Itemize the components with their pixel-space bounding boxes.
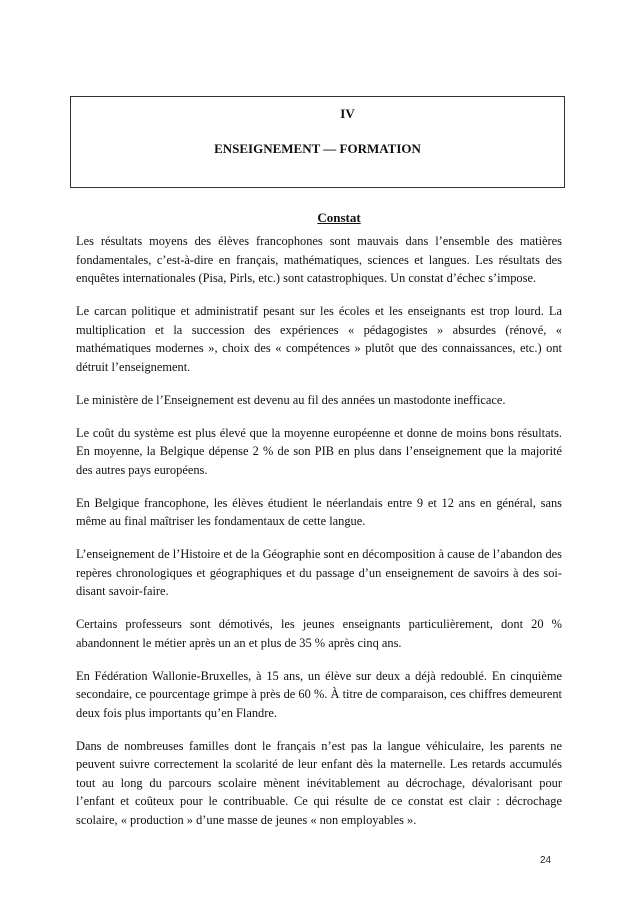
paragraph: En Belgique francophone, les élèves étudient le néerlandais entre 9 et 12 ans en général, sans même au final maîtriser les fondamentaux de cette langue. [76,495,562,528]
paragraph: Dans de nombreuses familles dont le français n’est pas la langue véhiculaire, les parents ne peuvent suivre correctement la scolarité de leur enfant dès la maternelle. Les retards accumulés tout au long du parcours scolaire mènent inévitablement au décrochage, dévalorisant pour l’enfant et coûteux pour le contribuable. Ce qui résulte de ce constat est clair : décrochage scolaire, « production » d’une masse de jeunes « non employables ». [76,738,562,827]
chapter-title: ENSEIGNEMENT — FORMATION [214,141,421,156]
chapter-title-box [70,96,565,188]
paragraph: Le coût du système est plus élevé que la moyenne européenne et donne de moins bons résultats. En moyenne, la Belgique dépense 2 % de son PIB en plus dans l’enseignement que la majorité des autres pays européens. [76,425,562,477]
section-heading: Constat [317,210,361,225]
paragraph: En Fédération Wallonie-Bruxelles, à 15 ans, un élève sur deux a déjà redoublé. En cinquième secondaire, ce pourcentage grimpe à près de 60 %. À titre de comparaison, ces chiffres demeurent deux fois plus importants qu’en Flandre. [76,668,562,720]
paragraph: Le ministère de l’Enseignement est devenu au fil des années un mastodonte inefficace. [76,392,506,407]
paragraph: Certains professeurs sont démotivés, les jeunes enseignants particulièrement, dont 20 % abandonnent le métier après un an et plus de 35 % après cinq ans. [76,617,562,650]
page-number: 24 [540,855,552,866]
paragraph: L’enseignement de l’Histoire et de la Géographie sont en décomposition à cause de l’abandon des repères chronologiques et géographiques et du passage d’un enseignement de savoirs à des soi-disant savoir-faire. [76,547,562,598]
chapter-number: IV [340,106,355,121]
body-text [76,232,562,844]
paragraph: Le carcan politique et administratif pesant sur les écoles et les enseignants est trop lourd. La multiplication et la succession des expériences « pédagogistes » absurdes (rénové, « mathématiques modernes », choix des « compétences » plutôt que des connaissances, etc.) ont détruit l’enseignement. [76,304,562,374]
paragraph: Les résultats moyens des élèves francophones sont mauvais dans l’ensemble des matières fondamentales, c’est-à-dire en français, mathématiques, sciences et langues. Les résultats des enquêtes internationales (Pisa, Pirls, etc.) sont catastrophiques. Un constat d’échec s’impose. [76,234,562,285]
